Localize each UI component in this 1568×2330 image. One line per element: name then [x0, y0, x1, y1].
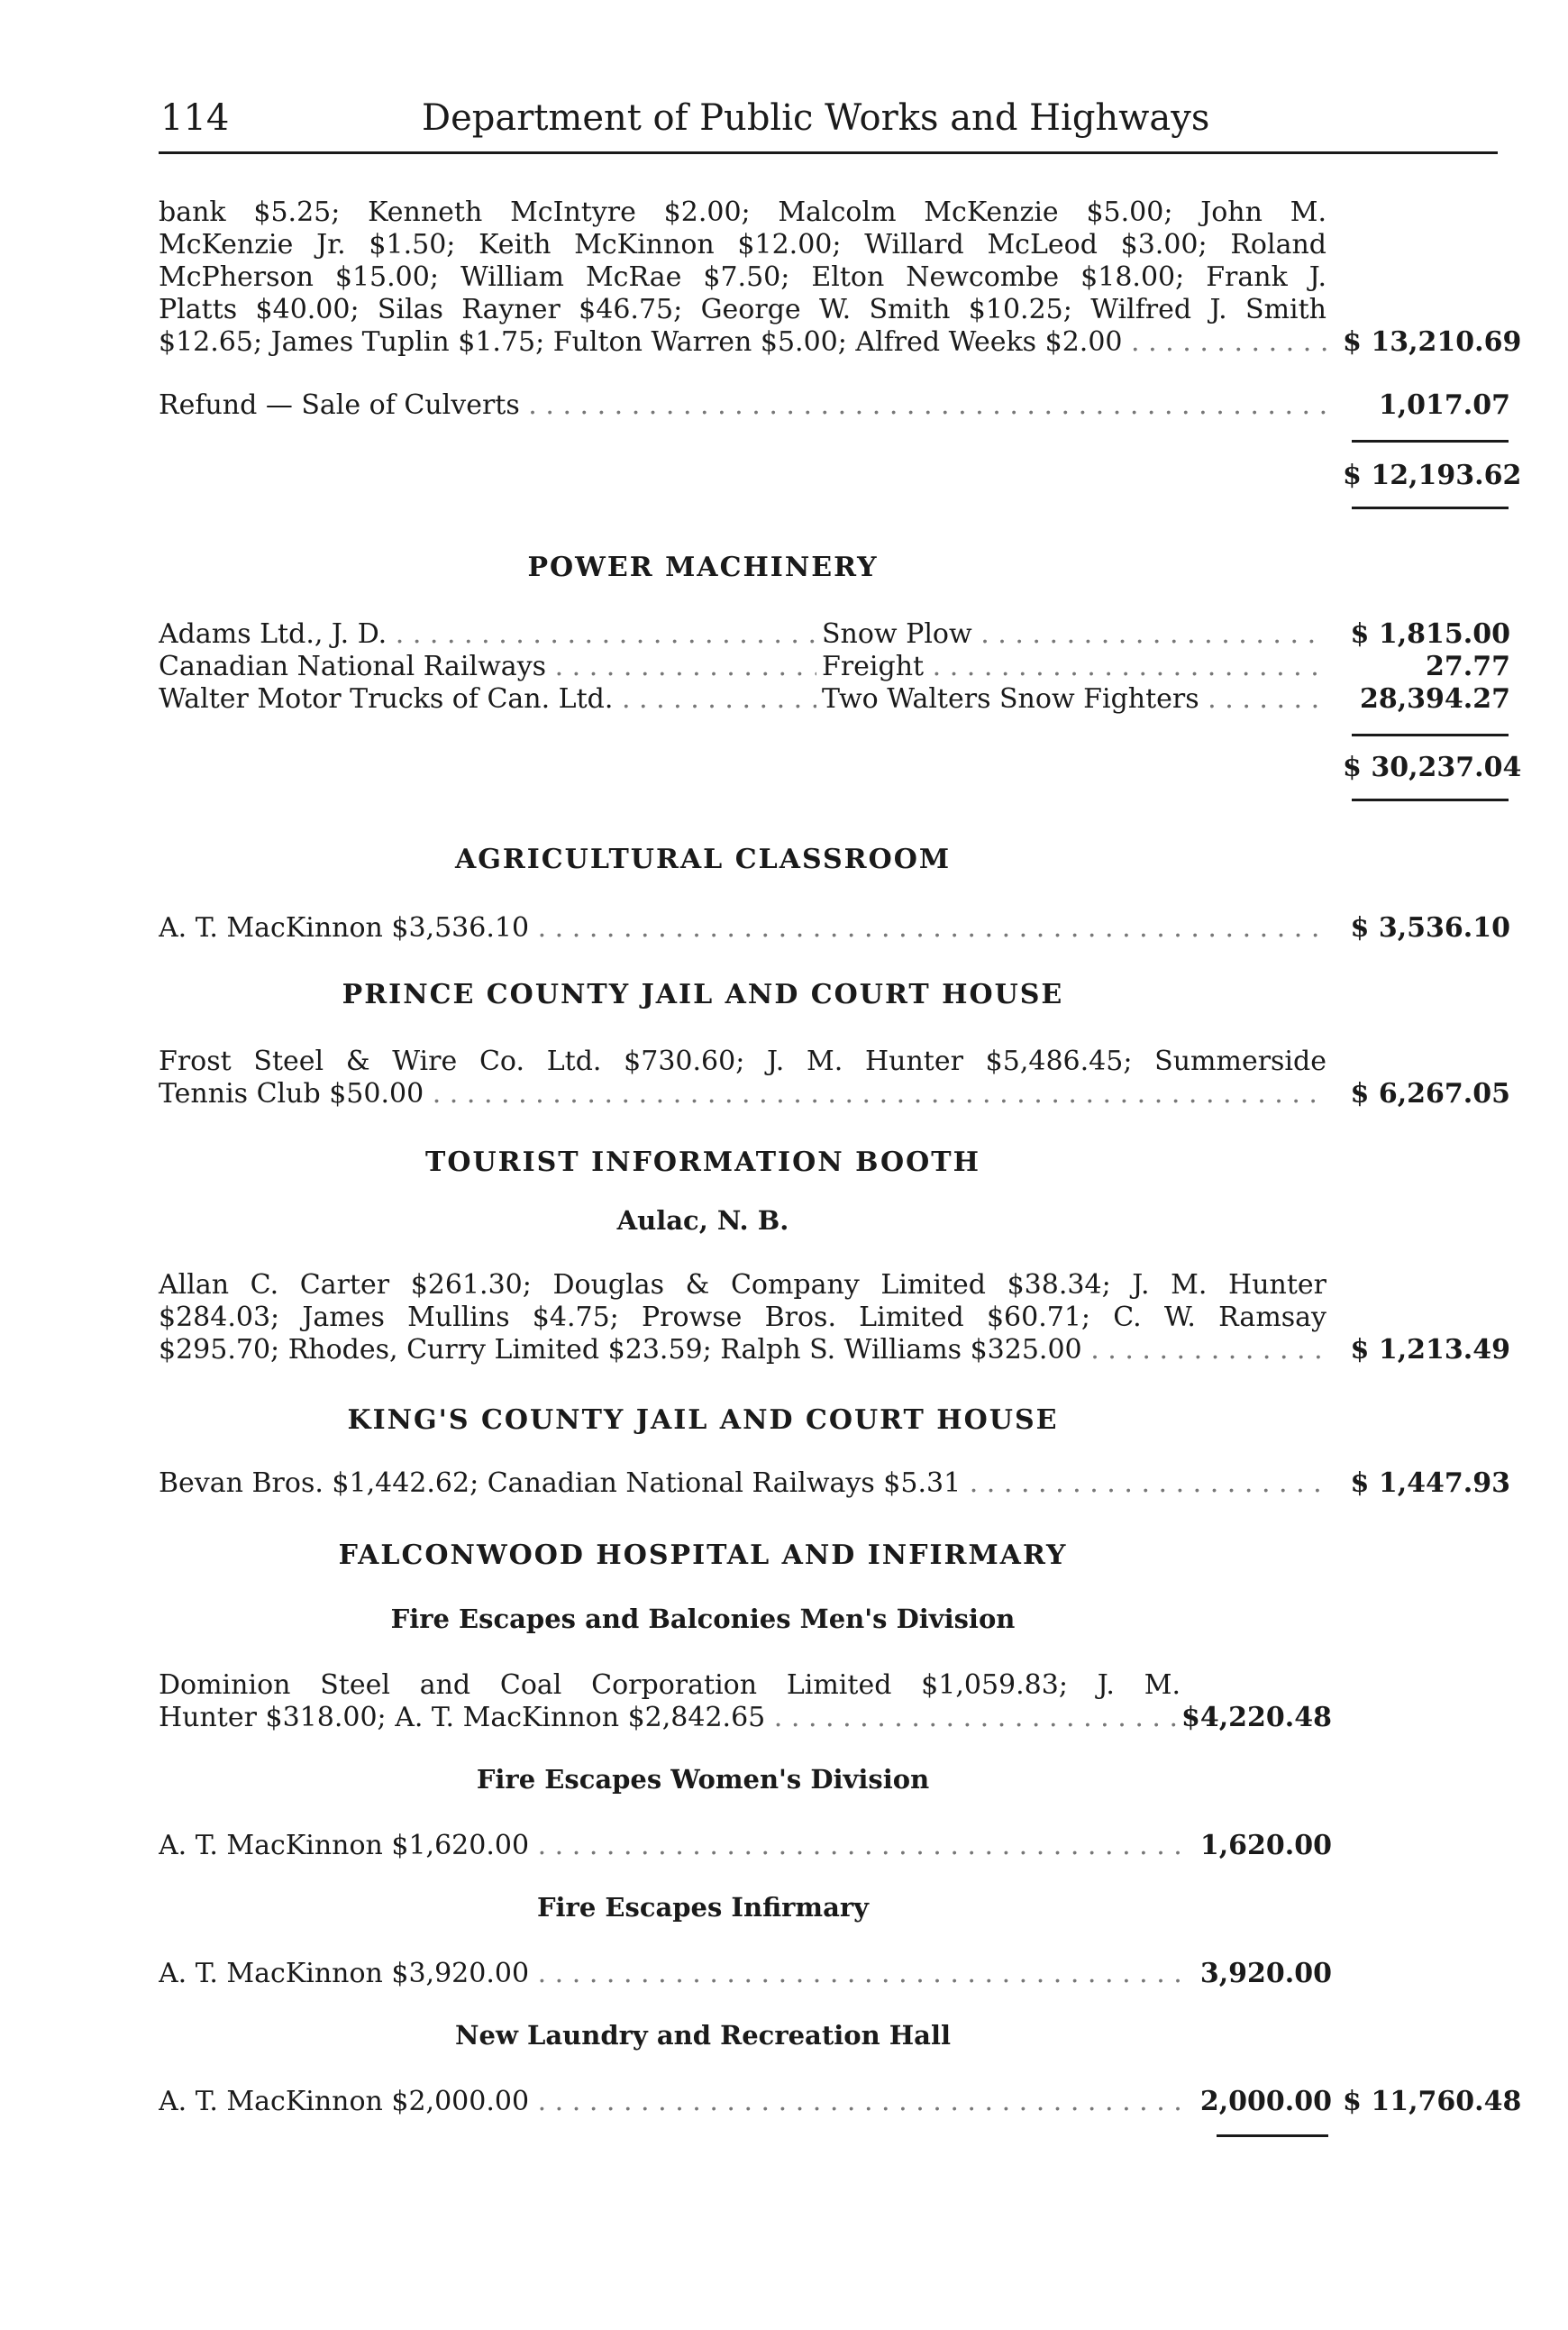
- fw-infirmary-title: Fire Escapes Infirmary: [536, 1892, 870, 1923]
- pm-name-1: Adams Ltd., J. D. . . .: [159, 618, 816, 651]
- ag-amount: $ 3,536.10: [1350, 912, 1510, 944]
- pm-item-1: Snow Plow . . .: [822, 618, 1326, 651]
- kc-amount: $ 1,447.93: [1350, 1467, 1510, 1499]
- tourist-subtitle: Aulac, N. B.: [616, 1205, 789, 1236]
- pc-line-2: Tennis Club $50.00 . . .: [159, 1078, 1326, 1110]
- tourist-line-1: Allan C. Carter $261.30; Douglas & Company Limited $38.34; J. M. Hunter: [159, 1269, 1326, 1301]
- pm-name-2: Canadian National Railways . . .: [159, 651, 816, 683]
- pm-amount-1: $ 1,815.00: [1350, 618, 1510, 650]
- section-title-kings-county: KING'S COUNTY JAIL AND COURT HOUSE: [347, 1404, 1059, 1436]
- fw-men-line-1: Dominion Steel and Coal Corporation Limited $1,059.83; J. M.: [159, 1669, 1181, 1701]
- intro-line-3: McPherson $15.00; William McRae $7.50; Elton Newcombe $18.00; Frank J.: [159, 261, 1326, 293]
- pm-item-3: Two Walters Snow Fighters . . .: [822, 683, 1326, 716]
- tourist-line-3: $295.70; Rhodes, Curry Limited $23.59; Ralph S. Williams $325.00 . . .: [159, 1334, 1326, 1366]
- fw-women-line: A. T. MacKinnon $1,620.00 . . .: [159, 1830, 1181, 1862]
- pm-item-2: Freight . . .: [822, 651, 1326, 683]
- intro-line-4: Platts $40.00; Silas Rayner $46.75; George W. Smith $10.25; Wilfred J. Smith: [159, 294, 1326, 325]
- ag-line: A. T. MacKinnon $3,536.10 . . .: [159, 912, 1326, 945]
- intro-line-5: $12.65; James Tuplin $1.75; Fulton Warren $5.00; Alfred Weeks $2.00 . . .: [159, 326, 1326, 359]
- pm-amount-3: 28,394.27: [1359, 683, 1510, 715]
- fw-infirmary-line: A. T. MacKinnon $3,920.00 . . .: [159, 1958, 1181, 1990]
- fw-men-title: Fire Escapes and Balconies Men's Division: [390, 1604, 1016, 1634]
- refund-label: Refund — Sale of Culverts . . .: [159, 389, 1326, 422]
- subtotal-rule: [1352, 440, 1509, 443]
- tourist-line-2: $284.03; James Mullins $4.75; Prowse Bros. Limited $60.71; C. W. Ramsay: [159, 1302, 1326, 1333]
- header-rule: [159, 151, 1498, 154]
- intro-total: $ 12,193.62: [1343, 460, 1522, 491]
- intro-line-1: bank $5.25; Kenneth McIntyre $2.00; Malcolm McKenzie $5.00; John M.: [159, 196, 1326, 228]
- section-title-falconwood: FALCONWOOD HOSPITAL AND INFIRMARY: [338, 1540, 1068, 1571]
- pm-subtotal-rule: [1352, 734, 1509, 736]
- section-title-tourist: TOURIST INFORMATION BOOTH: [425, 1147, 980, 1178]
- pc-amount: $ 6,267.05: [1350, 1078, 1510, 1110]
- fw-men-line-2: Hunter $318.00; A. T. MacKinnon $2,842.65 . . .: [159, 1702, 1181, 1734]
- section-title-prince-county: PRINCE COUNTY JAIL AND COURT HOUSE: [342, 979, 1064, 1010]
- fw-laundry-line: A. T. MacKinnon $2,000.00 . . .: [159, 2086, 1181, 2118]
- fw-laundry-title: New Laundry and Recreation Hall: [454, 2020, 951, 2051]
- page-title: Department of Public Works and Highways: [422, 97, 1210, 139]
- fw-infirmary-amount: 3,920.00: [1199, 1958, 1332, 1989]
- fw-laundry-amount: 2,000.00: [1199, 2086, 1332, 2117]
- fw-men-amount: $4,220.48: [1181, 1702, 1332, 1733]
- section-title-agricultural: AGRICULTURAL CLASSROOM: [454, 844, 952, 875]
- page-number: 114: [160, 97, 230, 139]
- kc-line: Bevan Bros. $1,442.62; Canadian National Railways $5.31 . . .: [159, 1467, 1326, 1500]
- section-title-power-machinery: POWER MACHINERY: [527, 552, 879, 583]
- intro-line-2: McKenzie Jr. $1.50; Keith McKinnon $12.00; Willard McLeod $3.00; Roland: [159, 229, 1326, 260]
- pc-line-1: Frost Steel & Wire Co. Ltd. $730.60; J. M. Hunter $5,486.45; Summerside: [159, 1046, 1326, 1077]
- refund-amount: 1,017.07: [1378, 389, 1510, 421]
- pm-total-rule: [1352, 799, 1509, 801]
- pm-name-3: Walter Motor Trucks of Can. Ltd. . . .: [159, 683, 816, 716]
- fw-grand-total: $ 11,760.48: [1343, 2086, 1522, 2117]
- tourist-amount: $ 1,213.49: [1350, 1334, 1510, 1366]
- pm-amount-2: 27.77: [1426, 651, 1510, 682]
- fw-women-title: Fire Escapes Women's Division: [476, 1764, 930, 1795]
- intro-amount: $ 13,210.69: [1343, 326, 1522, 358]
- total-rule: [1352, 507, 1509, 509]
- pm-total: $ 30,237.04: [1343, 752, 1522, 783]
- fw-women-amount: 1,620.00: [1199, 1830, 1332, 1861]
- fw-total-rule: [1217, 2134, 1328, 2137]
